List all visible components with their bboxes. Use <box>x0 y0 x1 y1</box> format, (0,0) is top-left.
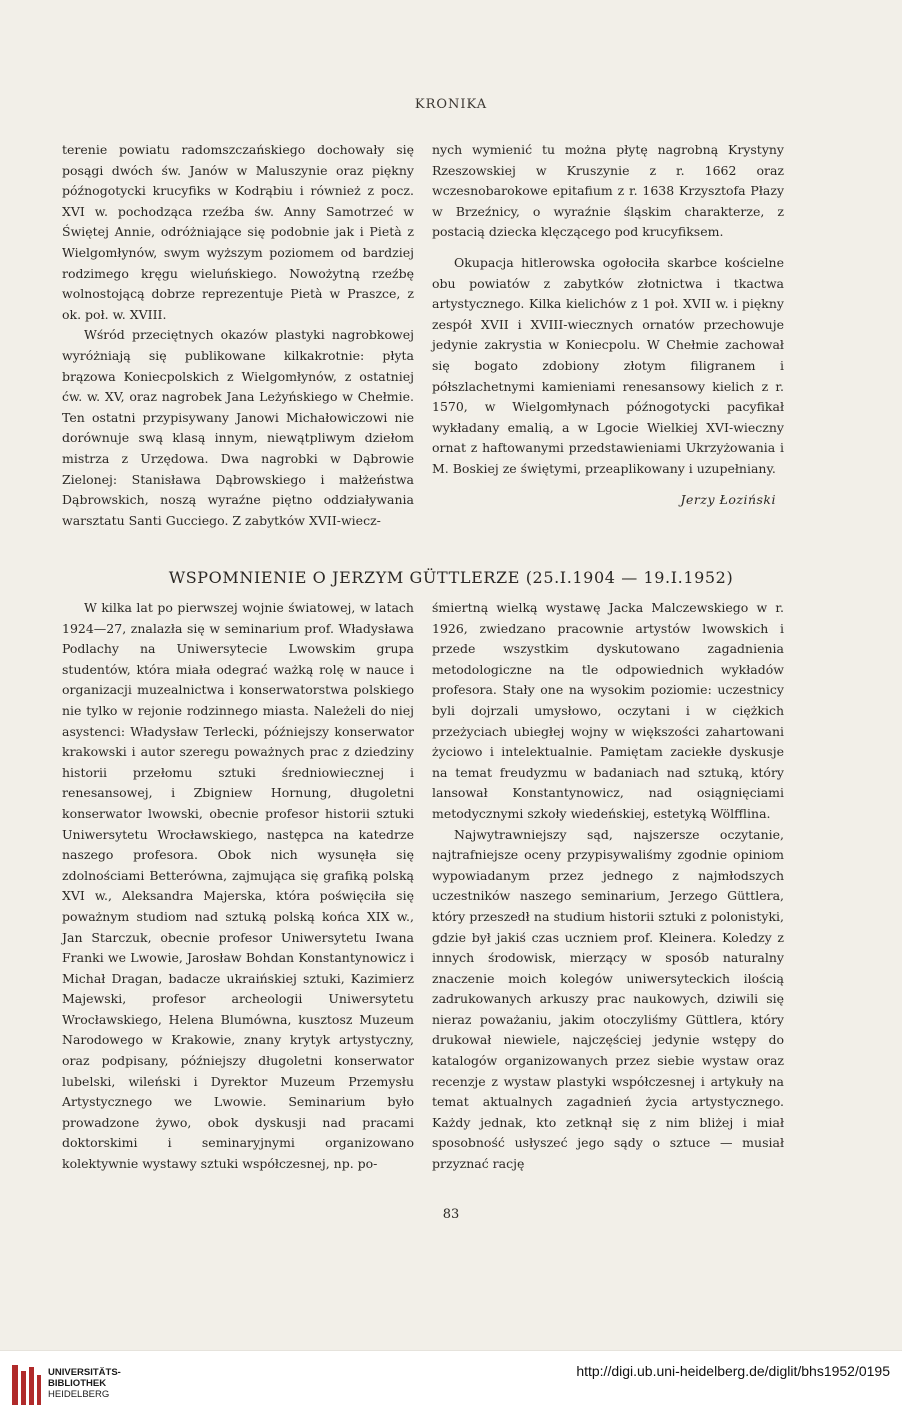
logo-line: HEIDELBERG <box>48 1389 110 1400</box>
paragraph: W kilka lat po pierwszej wojnie światowej, w latach 1924—27, znalazła się w seminarium prof. Władysława Podlachy na Uniwersytecie Lwowskim grupa studentów, która miała odegrać ważką rolę w nauce i organizacji muzealnictwa i konserwatorstwa polskiego nie tylko w rejonie rodzinnego miasta. Należeli do niej asystenci: Władysław Terlecki, późniejszy konserwator krakowski i autor szeregu poważnych prac z dziedziny historii przełomu sztuki średniowiecznej i renesansowej, i Zbigniew Hornung, długoletni konserwator lwowski, obecnie profesor historii sztuki Uniwersytetu Wrocławskiego, następca na katedrze naszego profesora. Obok nich wysunęła się zdolnościami Betterówna, zajmująca się grafiką polską XVI w., Aleksandra Majerska, która poświęciła się poważnym studiom nad sztuką polską końca XIX w., Jan Starczuk, obecnie profesor Uniwersytetu Iwana Franki we Lwowie, Jarosław Bohdan Konstantynowicz i Michał Dragan, badacze ukraińskiej sztuki, Kazimierz Majewski, profesor archeologii Uniwersytetu Wrocławskiego, Helena Blumówna, kusztosz Muzeum Narodowego w Krakowie, znany krytyk artystyczny, oraz podpisany, późniejszy długoletni konserwator lubelski, wileński i Dyrektor Muzeum Przemysłu Artystycznego we Lwowie. Seminarium było prowadzone żywo, obok dyskusji nad pracami doktorskimi i seminaryjnymi organizowano kolektywnie wystawy sztuki współczesnej, np. po- <box>62 600 414 1172</box>
running-head: KRONIKA <box>414 97 488 112</box>
top-right-column <box>432 140 784 510</box>
top-left-column <box>62 140 414 531</box>
bottom-right-column <box>432 598 784 1175</box>
paragraph: Okupacja hitlerowska ogołociła skarbce kościelne obu powiatów z zabytków złotnictwa i tkactwa artystycznego. Kilka kielichów z 1 poł. XVII w. i piękny zespół XVII i XVIII-wiecznych ornatów przechowuje jedynie zakrystia w Koniecpolu. W Chełmie zachował się bogato zdobiony złotym filigranem i półszlachetnymi kamieniami renesansowy kielich z r. 1570, w Wielgomłynach późnogotycki pacyfikał wykładany emalią, a w Lgocie Wielkiej XVI-wieczny ornat z haftowanymi przedstawieniami Ukrzyżowania i M. Boskiej ze świętymi, przeaplikowany i uzupełniany. <box>432 254 784 476</box>
bottom-left-column <box>62 598 414 1175</box>
page-number: 83 <box>442 1207 460 1222</box>
library-logo-icon <box>10 1363 42 1407</box>
footer-bar <box>0 1350 902 1419</box>
paragraph: terenie powiatu radomszczańskiego dochowały się posągi dwóch św. Janów w Maluszynie oraz piękny późnogotycki krucyfiks w Kodrąbiu i również z pocz. XVI w. pochodząca rzeźba św. Anny Samotrzeć w Świętej Annie, odróżniające się podobnie jak i Pietà z Wielgomłynów, swym wyższym poziomem od bardziej rodzimego kręgu wieluńskiego. Nowożytną rzeźbę wolnostojącą dobrze reprezentuje Pietà w Praszce, z ok. poł. w. XVIII. <box>62 142 414 322</box>
logo-line: BIBLIOTHEK <box>48 1378 107 1389</box>
paragraph: Wśród przeciętnych okazów plastyki nagrobkowej wyróżniają się publikowane kilkakrotnie: płyta brązowa Koniecpolskich z Wielgomłynów, z ostatniej ćw. w. XV, oraz nagrobek Jana Leżyńskiego w Chełmie. Ten ostatni przypisywany Janowi Michałowiczowi nie dorównuje swą klasą innym, niewątpliwym dziełom mistrza z Urzędowa. Dwa nagrobki w Dąbrowie Zielonej: Stanisława Dąbrowskiego i małżeństwa Dąbrowskich, noszą wyraźne piętno oddziaływania warsztatu Santi Gucciego. Z zabytków XVII-wiecz- <box>62 327 414 528</box>
paragraph: Najwytrawniejszy sąd, najszersze oczytanie, najtrafniejsze oceny przypisywaliśmy zgodnie opiniom wypowiadanym przez jednego z najmłodszych uczestników naszego seminarium, Jerzego Güttlera, który przeszedł na studium historii sztuki z polonistyki, gdzie był jakiś czas uczniem prof. Kleinera. Koledzy z innych środowisk, mierzący w sposób naturalny znaczenie moich kolegów uniwersyteckich ilością zadrukowanych arkuszy prac naukowych, dziwili się nieraz poważaniu, jakim otoczyliśmy Güttlera, który drukował niewiele, najczęściej jedynie wstępy do katalogów organizowanych przez siebie wystaw oraz recenzje z wystaw plastyki współczesnej i artykuły na temat aktualnych zagadnień życia artystycznego. Każdy jednak, kto zetknął się z nim bliżej i miał sposobność usłyszeć jego sądy o sztuce — musiał przyznać rację <box>432 826 784 1172</box>
logo-line: UNIVERSITÄTS- <box>48 1367 121 1378</box>
library-logo-text <box>48 1367 121 1400</box>
author-signature: Jerzy Łoziński <box>680 491 776 507</box>
paragraph: nych wymienić tu można płytę nagrobną Krystyny Rzeszowskiej w Kruszynie z r. 1662 oraz wczesnobarokowe epitafium z r. 1638 Krzysztofa Płazy w Brzeźnicy, o wyraźnie śląskim charakterze, z postacią dziecka klęczącego pod krucyfiksem. <box>432 142 784 240</box>
section-title: WSPOMNIENIE O JERZYM GÜTTLERZE (25.I.1904 — 19.I.1952) <box>168 568 734 587</box>
source-url-link[interactable]: http://digi.ub.uni-heidelberg.de/diglit/bhs1952/0195 <box>576 1363 890 1379</box>
paragraph: śmiertną wielką wystawę Jacka Malczewskiego w r. 1926, zwiedzano pracownie artystów lwowskich i przede wszystkim dyskutowano zagadnienia metodologiczne na tle odpowiednich wykładów profesora. Stały one na wysokim poziomie: uczestnicy byli dojrzali umysłowo, oczytani i w ciężkich przeżyciach ubiegłej wojny w większości zahartowani życiowo i intelektualnie. Pamiętam zaciekłe dyskusje na temat freudyzmu w badaniach nad sztuką, który lansował Konstantynowicz, nad osiągnięciami metodycznymi szkoły wiedeńskiej, estetyką Wölfflina. <box>432 600 784 821</box>
